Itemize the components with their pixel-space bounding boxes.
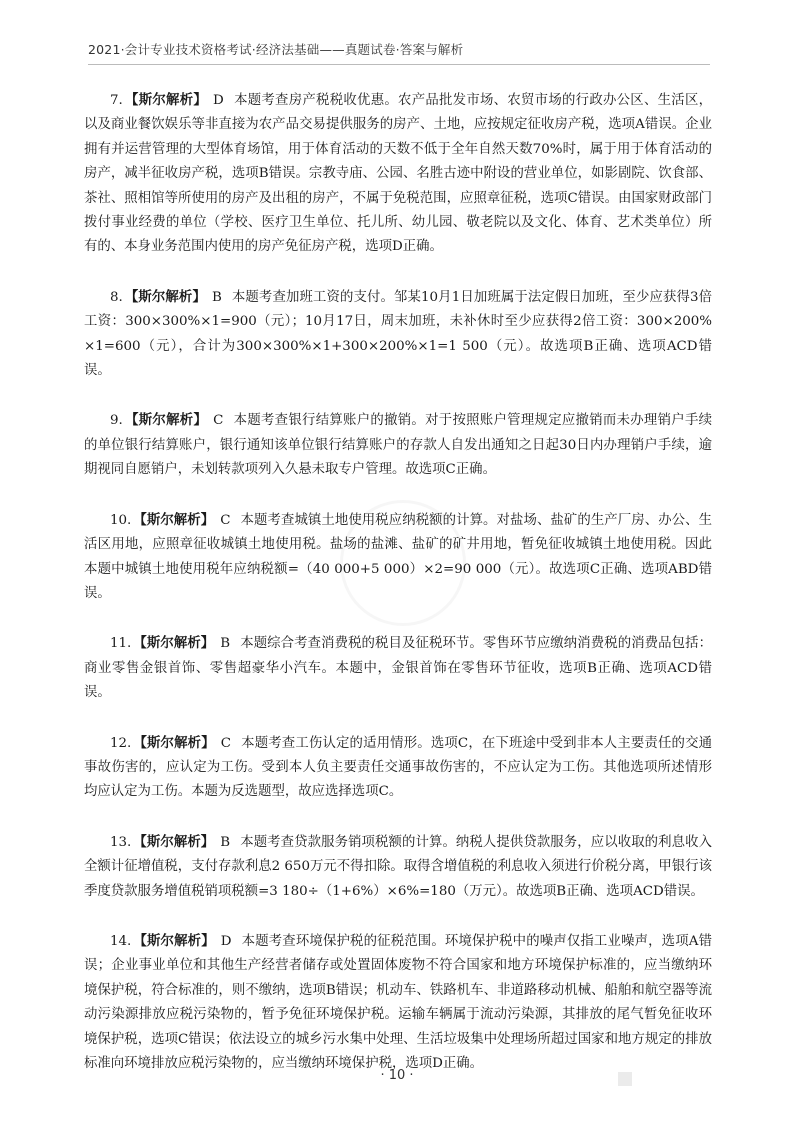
answer-letter: C <box>213 413 224 429</box>
answer-explanations <box>84 88 712 1101</box>
answer-letter: C <box>220 512 231 528</box>
answer-letter: D <box>220 933 232 949</box>
answer-letter: B <box>220 636 231 652</box>
page-number: · 10 · <box>380 1068 414 1083</box>
explanation-text: 本题考查城镇土地使用税应纳税额的计算。对盐场、盐矿的生产厂房、办公、生活区用地，应照章征收城镇土地使用税。盐场的盐滩、盐矿的矿井用地，暂免征收城镇土地使用税。因此本题中城镇土地使用税年应纳税额=（40 000+5 000）×2=90 000（元）。故选项C正确、选项ABD错误。 <box>84 512 713 601</box>
answer-letter: D <box>213 93 224 108</box>
analysis-tag: 【斯尔解析】 <box>124 92 208 108</box>
explanation-text: 本题考查贷款服务销项税额的计算。纳税人提供贷款服务，应以收取的利息收入全额计征增值税，支付存款利息2 650万元不得扣除。取得含增值税的利息收入须进行价税分离，甲银行该季度贷款服务增值税销项税额=3 180÷（1+6%）×6%=180（万元）。故选项B正确、选项ACD错误。 <box>84 834 712 899</box>
question-number: 12. <box>110 735 132 751</box>
explanation-item-7 <box>84 88 712 260</box>
corner-mark <box>618 1072 632 1086</box>
running-header: 2021·会计专业技术资格考试·经济法基础——真题试卷·答案与解析 <box>88 42 464 57</box>
explanation-text: 本题考查银行结算账户的撤销。对于按照账户管理规定应撤销而未办理销户手续的单位银行结算账户，银行通知该单位银行结算账户的存款人自发出通知之日起30日内办理销户手续，逾期视同自愿销户，未划转款项列入久悬未取专户管理。故选项C正确。 <box>84 413 713 478</box>
analysis-tag: 【斯尔解析】 <box>133 833 215 850</box>
analysis-tag: 【斯尔解析】 <box>124 412 208 429</box>
analysis-tag: 【斯尔解析】 <box>133 734 215 751</box>
explanation-text: 本题考查加班工资的支付。邹某10月1日加班属于法定假日加班，至少应获得3倍工资：300×300%×1=900（元）；10月17日，周末加班，未补休时至少应获得2倍工资：300×200%×1=600（元），合计为300×300%×1+300×200%×1=1 500（元）。故选项B正确、选项ACD错误。 <box>84 289 713 379</box>
analysis-tag: 【斯尔解析】 <box>124 288 206 305</box>
explanation-text: 本题考查环境保护税的征税范围。环境保护税中的噪声仅指工业噪声，选项A错误；企业事业单位和其他生产经营者储存或处置固体废物不符合国家和地方环境保护标准的，应当缴纳环境保护税，符合标准的，则不缴纳，选项B错误；机动车、铁路机车、非道路移动机械、船舶和航空器等流动污染源排放应税污染物的，暂予免征环境保护税。运输车辆属于流动污染源，其排放的尾气暂免征收环境保护税，选项C错误；依法设立的城乡污水集中处理、生活垃圾集中处理场所超过国家和地方规定的排放标准向环境排放应税污染物的，应当缴纳环境保护税，选项D正确。 <box>84 933 712 1071</box>
analysis-tag: 【斯尔解析】 <box>133 511 215 528</box>
question-number: 8. <box>110 289 123 305</box>
question-number: 11. <box>110 636 132 652</box>
explanation-item-12 <box>84 731 712 805</box>
explanation-item-8 <box>84 285 712 384</box>
question-number: 9. <box>110 413 123 429</box>
question-number: 14. <box>110 933 132 949</box>
answer-letter: B <box>220 834 231 850</box>
explanation-item-13 <box>84 830 712 904</box>
analysis-tag: 【斯尔解析】 <box>133 932 215 949</box>
header-divider <box>88 64 710 65</box>
question-number: 13. <box>110 834 132 850</box>
explanation-item-9 <box>84 408 712 482</box>
explanation-item-10 <box>84 508 712 607</box>
explanation-item-11 <box>84 631 712 705</box>
explanation-text: 本题考查房产税税收优惠。农产品批发市场、农贸市场的行政办公区、生活区，以及商业餐饮娱乐等非直接为农产品交易提供服务的房产、土地，应按规定征收房产税，选项A错误。企业拥有并运营管理的大型体育场馆，用于体育活动的天数不低于全年自然天数70%时，属于用于体育活动的房产，减半征收房产税，选项B错误。宗教寺庙、公园、名胜古迹中附设的营业单位，如影剧院、饮食部、茶社、照相馆等所使用的房产及出租的房产，不属于免税范围，应照章征税，选项C错误。由国家财政部门拨付事业经费的单位（学校、医疗卫生单位、托儿所、幼儿园、敬老院以及文化、体育、艺术类单位）所有的、本身业务范围内使用的房产免征房产税，选项D正确。 <box>84 93 713 255</box>
answer-letter: C <box>220 735 231 751</box>
explanation-item-14 <box>84 929 712 1076</box>
answer-letter: B <box>211 289 222 305</box>
question-number: 7. <box>110 93 123 108</box>
explanation-text: 本题综合考查消费税的税目及征税环节。零售环节应缴纳消费税的消费品包括：商业零售金银首饰、零售超豪华小汽车。本题中，金银首饰在零售环节征收，选项B正确、选项ACD错误。 <box>84 636 712 701</box>
analysis-tag: 【斯尔解析】 <box>133 635 215 652</box>
question-number: 10. <box>110 512 132 528</box>
explanation-text: 本题考查工伤认定的适用情形。选项C，在下班途中受到非本人主要责任的交通事故伤害的，应认定为工伤。受到本人负主要责任交通事故伤害的，不应认定为工伤。其他选项所述情形均应认定为工伤。本题为反选题型，故应选择选项C。 <box>84 735 713 800</box>
